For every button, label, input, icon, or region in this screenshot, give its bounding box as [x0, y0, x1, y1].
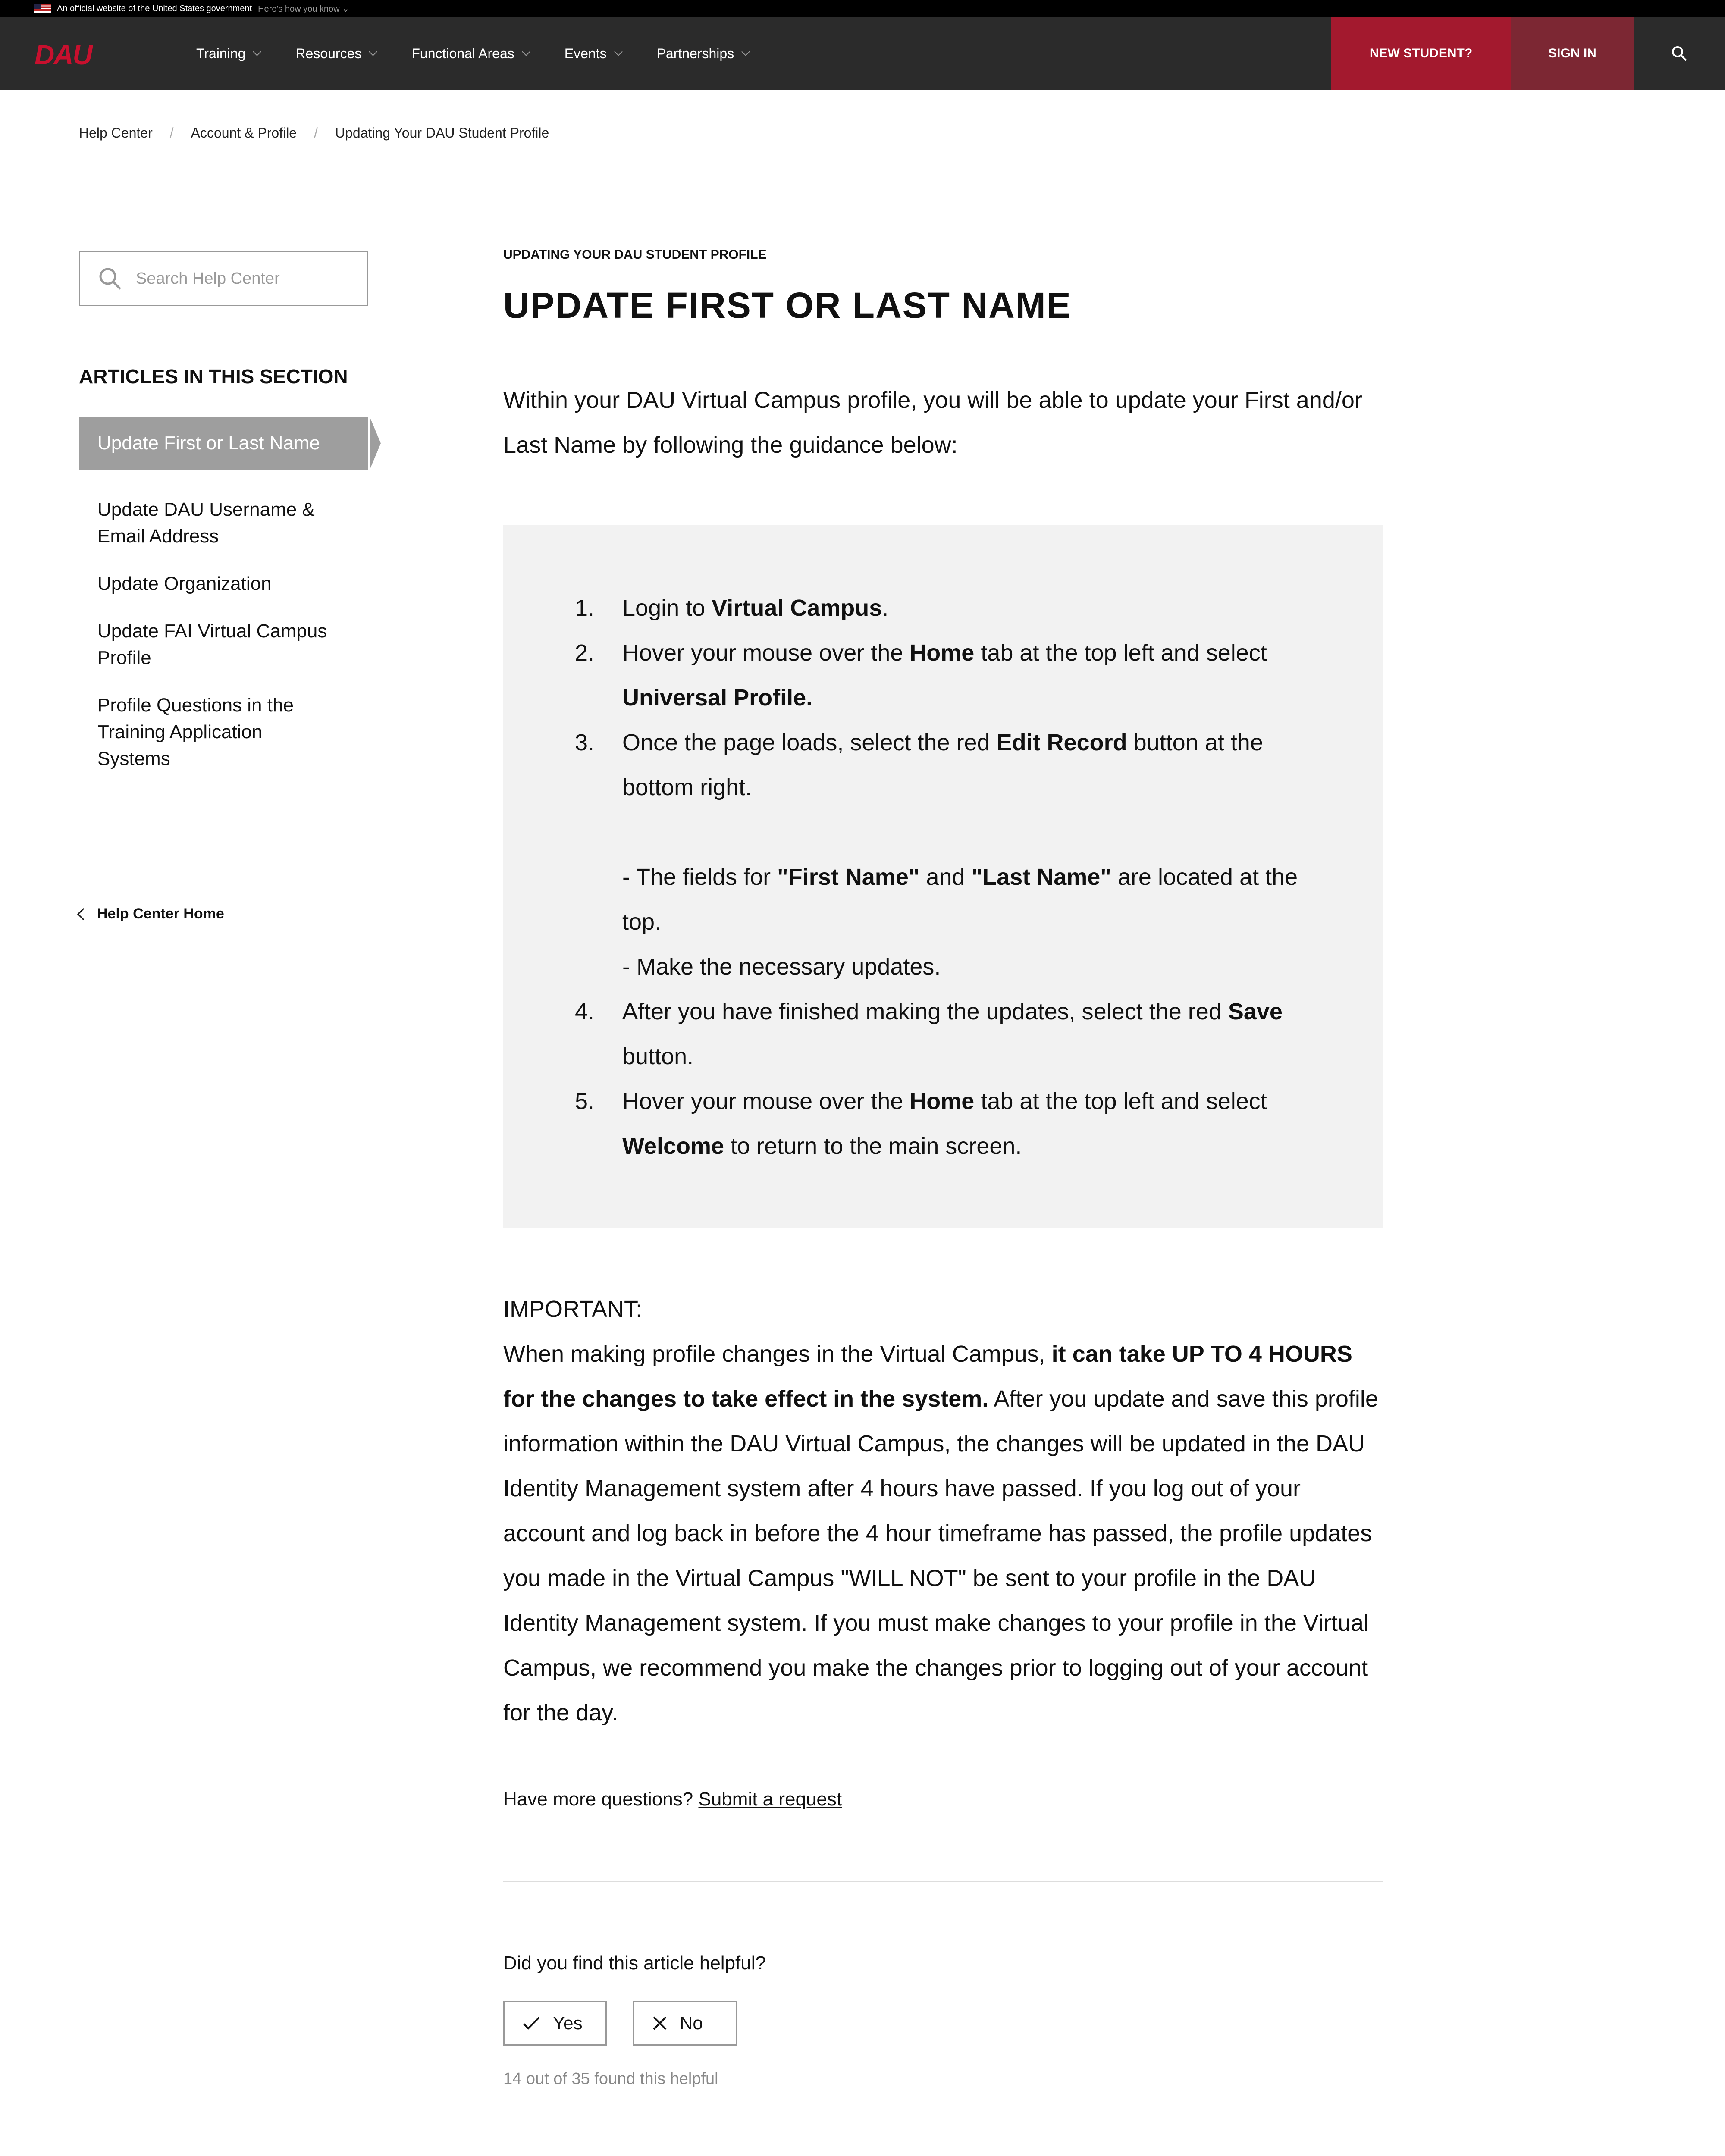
search-placeholder: Search Help Center [136, 269, 280, 288]
nav-training[interactable] [196, 46, 260, 62]
step-text-part: tab at the top left and select [974, 640, 1267, 666]
helpful-count: 14 out of 35 found this helpful [503, 2070, 718, 2088]
step-bold: "First Name" [777, 864, 920, 890]
breadcrumb-account-profile[interactable]: Account & Profile [191, 125, 297, 141]
step-text [622, 1079, 1317, 1169]
nav-partnerships-label: Partnerships [656, 45, 734, 61]
search-help-center-input[interactable] [79, 251, 368, 306]
step-bold: Universal Profile. [622, 685, 813, 711]
chevron-down-icon [614, 47, 623, 56]
nav-events-label: Events [564, 45, 607, 61]
nav-events[interactable] [565, 46, 621, 62]
step-text [622, 586, 1317, 630]
gov-banner-text: An official website of the United States government [57, 3, 252, 13]
step-text-part: button. [622, 1044, 694, 1069]
important-note [503, 1287, 1383, 1735]
nav-resources[interactable] [295, 46, 376, 62]
sidebar-item-profile-questions[interactable]: Profile Questions in the Training Application Systems [97, 695, 294, 769]
site-header [0, 17, 1725, 90]
step-bold: Welcome [622, 1133, 724, 1159]
sidebar-item-update-fai-profile[interactable]: Update FAI Virtual Campus Profile [97, 620, 327, 668]
heres-how-you-know-link[interactable]: Here's how you know ⌄ [258, 4, 349, 14]
sidebar-item-update-organization[interactable]: Update Organization [97, 573, 272, 594]
vote-yes-label: Yes [553, 2013, 583, 2033]
step-text [622, 630, 1317, 720]
breadcrumb [79, 125, 549, 141]
nav-resources-label: Resources [295, 45, 362, 61]
important-bold: it can take UP TO 4 HOURS for the changes to take effect in the system. [503, 1341, 1352, 1412]
search-icon [97, 266, 123, 291]
step-1 [575, 586, 1317, 630]
new-student-button[interactable]: NEW STUDENT? [1331, 17, 1511, 90]
step-text-part: button at the bottom right. [622, 730, 1263, 800]
nav-functional-areas-label: Functional Areas [411, 45, 514, 61]
us-flag-icon [34, 4, 51, 13]
step-2 [575, 630, 1317, 720]
step-number: 5. [575, 1088, 595, 1114]
articles-section-title: ARTICLES IN THIS SECTION [79, 365, 348, 388]
sign-in-button[interactable]: SIGN IN [1511, 17, 1634, 90]
article-section-kicker: UPDATING YOUR DAU STUDENT PROFILE [503, 248, 767, 262]
step-text-part: to return to the main screen. [724, 1133, 1022, 1159]
chevron-down-icon [369, 47, 377, 56]
step-5 [575, 1079, 1317, 1169]
step-text-part: are located at the top. [622, 864, 1298, 935]
search-icon [1671, 45, 1688, 62]
step-bold: Edit Record [996, 730, 1127, 755]
step-text-part: - Make the necessary updates. [622, 954, 941, 980]
step-number: 1. [575, 595, 595, 621]
step-text-part: . [882, 595, 889, 621]
divider [503, 1881, 1383, 1882]
main-nav [196, 17, 784, 90]
breadcrumb-updating-profile[interactable]: Updating Your DAU Student Profile [335, 125, 549, 141]
step-text [622, 720, 1317, 989]
step-4 [575, 989, 1317, 1079]
breadcrumb-help-center[interactable]: Help Center [79, 125, 153, 141]
sidebar-item-update-name[interactable]: Update First or Last Name [79, 417, 368, 470]
step-text-part: Login to [622, 595, 712, 621]
step-text-part: Hover your mouse over the [622, 640, 910, 666]
step-text [622, 989, 1317, 1079]
steps-box [503, 525, 1383, 1228]
important-text: When making profile changes in the Virtual Campus, [503, 1341, 1052, 1367]
gov-banner [0, 0, 1725, 17]
dau-logo[interactable]: DAU [34, 39, 92, 70]
steps-list [575, 586, 1317, 1169]
article-list [79, 417, 381, 793]
step-text-part: and [919, 864, 972, 890]
step-number: 4. [575, 999, 595, 1025]
search-button[interactable] [1634, 17, 1725, 90]
step-bold: "Last Name" [971, 864, 1111, 890]
step-number: 2. [575, 640, 595, 666]
sidebar-item-update-username[interactable]: Update DAU Username & Email Address [97, 499, 315, 547]
breadcrumb-separator: / [314, 125, 318, 141]
chevron-down-icon [522, 47, 530, 56]
nav-partnerships[interactable] [657, 46, 749, 62]
article-intro: Within your DAU Virtual Campus profile, you will be able to update your First and/or Last Name by following the guidance below: [503, 387, 1362, 458]
step-bold: Save [1228, 999, 1283, 1025]
article-title: UPDATE FIRST OR LAST NAME [503, 285, 1072, 326]
more-questions-text: Have more questions? [503, 1789, 693, 1810]
vote-yes-button[interactable] [503, 2001, 607, 2046]
check-icon [522, 2016, 541, 2031]
step-text-part: tab at the top left and select [974, 1088, 1267, 1114]
help-center-home-link[interactable] [79, 906, 224, 922]
submit-request-link[interactable]: Submit a request [698, 1789, 842, 1810]
important-body [503, 1332, 1383, 1735]
step-bold: Home [910, 1088, 975, 1114]
more-questions [503, 1789, 842, 1810]
vote-no-label: No [680, 2013, 703, 2033]
chevron-down-icon [741, 47, 750, 56]
close-icon [652, 2015, 668, 2031]
step-bold: Virtual Campus [712, 595, 882, 621]
helpful-question: Did you find this article helpful? [503, 1952, 766, 1974]
help-center-home-label: Help Center Home [97, 906, 224, 922]
step-text-part: Once the page loads, select the red [622, 730, 997, 755]
step-text-part: After you have finished making the updates, select the red [622, 999, 1228, 1025]
step-text-part: Hover your mouse over the [622, 1088, 910, 1114]
important-label: IMPORTANT: [503, 1296, 643, 1322]
nav-functional-areas[interactable] [411, 46, 529, 62]
step-text-part: - The fields for [622, 864, 778, 890]
breadcrumb-separator: / [169, 125, 174, 141]
vote-no-button[interactable] [633, 2001, 737, 2046]
important-text: After you update and save this profile information within the DAU Virtual Campus, the changes will be updated in the DAU Identity Management system after 4 hours have passed. If you log out of your account and log back in before the 4 hour timeframe has passed, the profile updates you made in the Virtual Campus "WILL NOT" be sent to your profile in the DAU Identity Management system. If you must make changes to your profile in the Virtual Campus, we recommend you make the changes prior to logging out of your account for the day. [503, 1386, 1378, 1726]
chevron-left-icon [77, 908, 89, 920]
chevron-down-icon [253, 47, 262, 56]
step-3 [575, 720, 1317, 989]
step-number: 3. [575, 730, 595, 755]
step-bold: Home [910, 640, 975, 666]
nav-training-label: Training [196, 45, 246, 61]
